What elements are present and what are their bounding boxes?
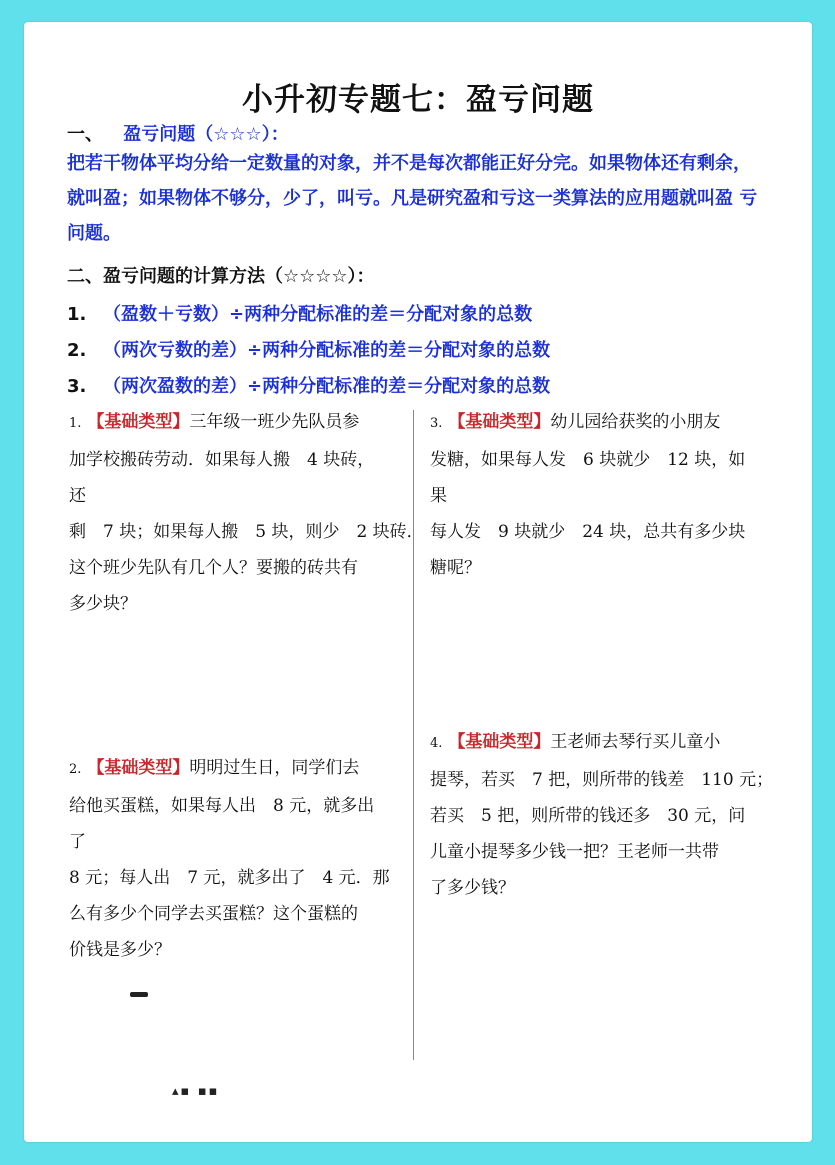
question-number: 3.: [430, 416, 443, 431]
question-number: 1.: [69, 416, 82, 431]
question-number: 2.: [69, 762, 82, 777]
question-2: [69, 750, 390, 968]
ink-smudge: ▴▪ ▪▪: [172, 1084, 220, 1099]
question-type-tag: 【基础类型】: [448, 412, 551, 432]
formula-3: [67, 372, 550, 398]
definition-line: 问题。: [67, 223, 121, 244]
question-type-tag: 【基础类型】: [448, 732, 551, 752]
section1-heading: [67, 120, 289, 146]
page-title: 小升初专题七：盈亏问题: [242, 82, 594, 118]
section1-heading-num: 一、: [67, 124, 103, 145]
question-type-tag: 【基础类型】: [87, 412, 190, 432]
ink-smudge: [130, 992, 148, 997]
question-3: [430, 404, 745, 586]
question-line: 价钱是多少？: [69, 940, 171, 960]
question-4: [430, 724, 773, 906]
formula-1: [67, 300, 532, 326]
formula-number: 1.: [67, 304, 87, 325]
formula-text: （两次亏数的差）÷两种分配标准的差＝分配对象的总数: [103, 340, 551, 361]
question-line: 三年级一班少先队员参: [189, 412, 360, 432]
question-line: 剩 7 块；如果每人搬 5 块，则少 2 块砖．: [69, 522, 424, 542]
question-number: 4.: [430, 736, 443, 751]
section1-definition: [67, 146, 782, 251]
question-line: 这个班少先队有几个人？要搬的砖共有: [69, 558, 358, 578]
question-line: 糖呢？: [430, 558, 481, 578]
question-line: 么有多少个同学去买蛋糕？这个蛋糕的: [69, 904, 358, 924]
worksheet-page: [24, 22, 812, 1142]
section1-heading-text: 盈亏问题（☆☆☆）：: [123, 124, 289, 145]
question-line: 了: [69, 832, 86, 852]
question-line: 多少块？: [69, 594, 137, 614]
question-line: 每人发 9 块就少 24 块，总共有多少块: [430, 522, 746, 542]
question-line: 8 元；每人出 7 元，就多出了 4 元．那: [69, 868, 390, 888]
definition-line: 就叫盈；如果物体不够分，少了，叫亏。凡是研究盈和亏这一类算法的应用题就叫盈 亏: [67, 188, 758, 209]
question-line: 幼儿园给获奖的小朋友: [550, 412, 721, 432]
question-line: 发糖，如果每人发 6 块就少 12 块，如: [430, 450, 746, 470]
question-line: 明明过生日，同学们去: [189, 758, 360, 778]
formula-text: （盈数＋亏数）÷两种分配标准的差＝分配对象的总数: [103, 304, 533, 325]
question-line: 王老师去琴行买儿童小: [550, 732, 721, 752]
question-line: 果: [430, 486, 447, 506]
question-type-tag: 【基础类型】: [87, 758, 190, 778]
question-line: 若买 5 把，则所带的钱还多 30 元，问: [430, 806, 746, 826]
question-line: 给他买蛋糕，如果每人出 8 元，就多出: [69, 796, 375, 816]
formula-number: 3.: [67, 376, 87, 397]
section2-heading: 二、盈亏问题的计算方法（☆☆☆☆）：: [67, 266, 375, 287]
question-line: 儿童小提琴多少钱一把？王老师一共带: [430, 842, 719, 862]
question-line: 还: [69, 486, 86, 506]
formula-text: （两次盈数的差）÷两种分配标准的差＝分配对象的总数: [103, 376, 551, 397]
formula-2: [67, 336, 550, 362]
definition-line: 把若干物体平均分给一定数量的对象，并不是每次都能正好分完。如果物体还有剩余，: [67, 153, 751, 174]
question-line: 了多少钱？: [430, 878, 515, 898]
question-line: 提琴，若买 7 把，则所带的钱差 110 元；: [430, 770, 774, 790]
formula-number: 2.: [67, 340, 87, 361]
question-line: 加学校搬砖劳动．如果每人搬 4 块砖，: [69, 450, 375, 470]
question-1: [69, 404, 424, 622]
